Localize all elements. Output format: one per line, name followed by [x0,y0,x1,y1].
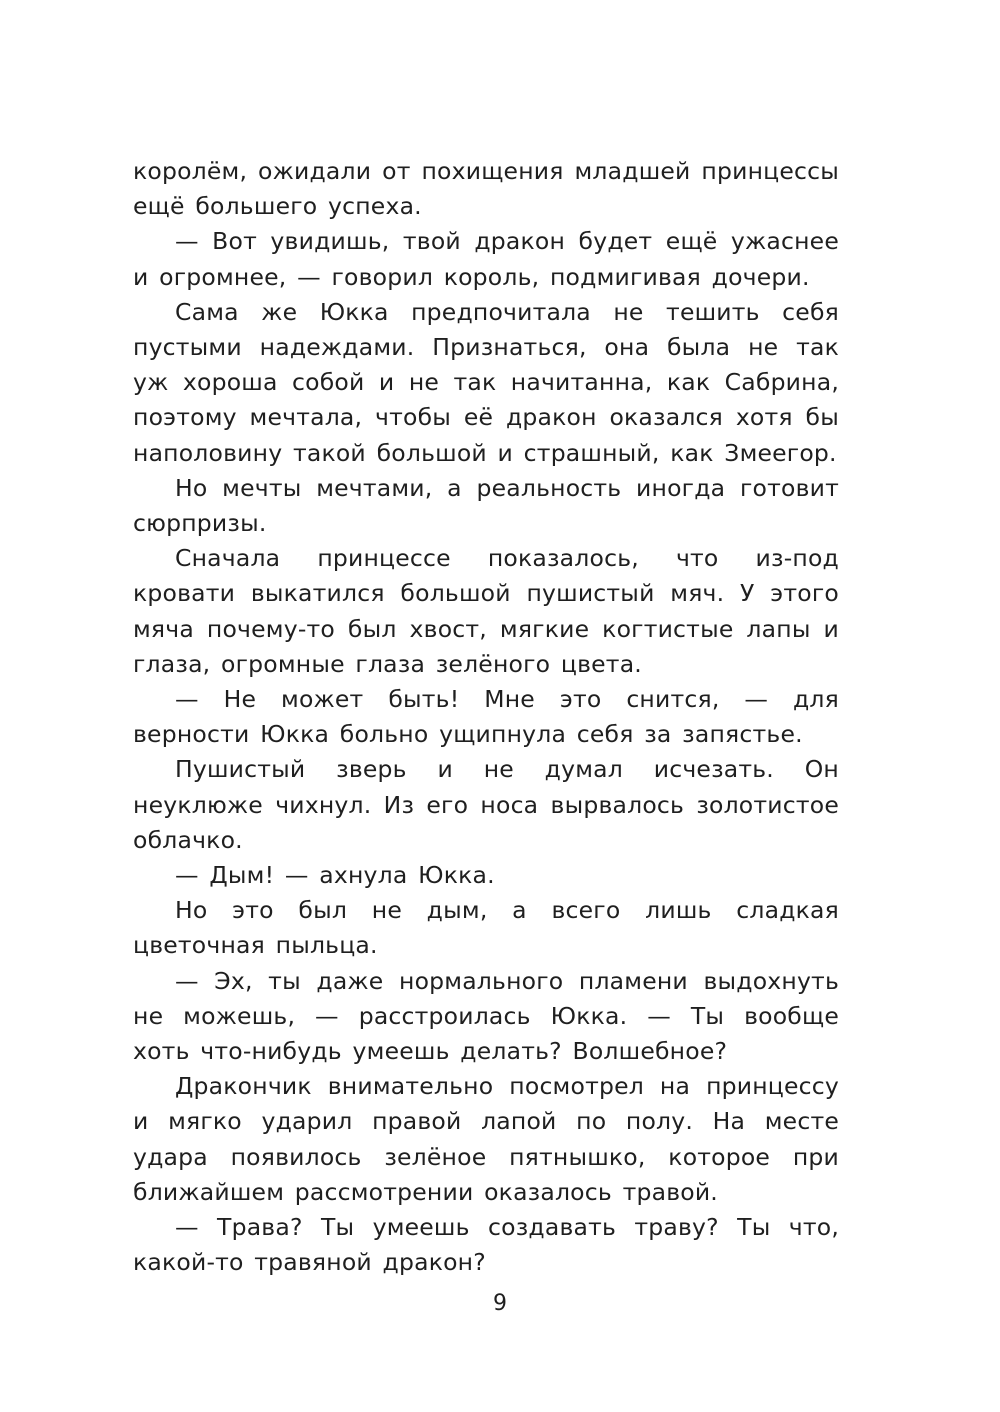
paragraph: Пушистый зверь и не думал исчезать. Он неуклюже чихнул. Из его носа вырвалось золотистое облачко. [133,755,839,854]
page-number: 9 [493,1291,507,1316]
paragraph: Но мечты мечтами, а реальность иногда готовит сюрпризы. [133,473,839,538]
paragraph: — Не может быть! Мне это снится, — для верности Юкка больно ущипнула себя за запястье. [133,685,839,749]
paragraph: Дракончик внимательно посмотрел на принцессу и мягко ударил правой лапой по полу. На месте удара появилось зелёное пятнышко, которое при ближайшем рассмотрении оказалось травой. [133,1072,839,1206]
paragraph: Сначала принцессе показалось, что из-под кровати выкатился большой пушистый мяч. У этого мяча почему-то был хвост, мягкие когтистые лапы и глаза, огромные глаза зелёного цвета. [133,544,839,678]
paragraph: королём, ожидали от похищения младшей принцессы ещё большего успеха. [133,157,839,221]
paragraph: Сама же Юкка предпочитала не тешить себя пустыми надеждами. Признаться, она была не так уж хороша собой и не так начитанна, как Сабрина, поэтому мечтала, чтобы её дракон оказался хотя бы наполовину такой большой и страшный, как Змеегор. [133,297,839,467]
paragraph: — Трава? Ты умеешь создавать траву? Ты что, какой-то травяной дракон? [133,1213,839,1277]
paragraph: Но это был не дым, а всего лишь сладкая цветочная пыльца. [133,896,839,960]
body-text [133,154,839,1281]
paragraph: — Вот увидишь, твой дракон будет ещё ужаснее и огромнее, — говорил король, подмигивая дочери. [133,227,839,291]
paragraph: — Эх, ты даже нормального пламени выдохнуть не можешь, — расстроилась Юкка. — Ты вообще хоть что-нибудь умеешь делать? Волшебное? [133,966,839,1066]
paragraph: — Дым! — ахнула Юкка. [175,861,495,890]
